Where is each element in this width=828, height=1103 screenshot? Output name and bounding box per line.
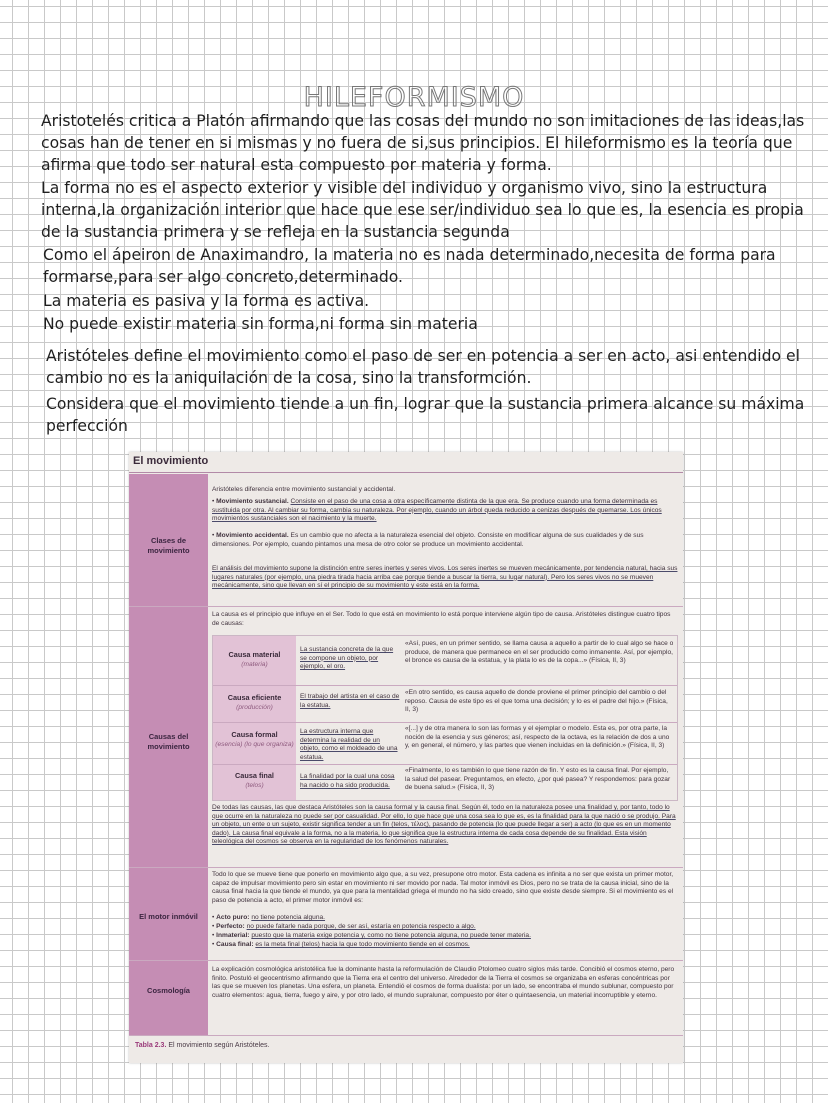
paragraph-forma: La forma no es el aspecto exterior y visible del individuo y organismo vivo, sino la estructura interna,la organización interior que hace que ese ser/individuo sea lo que es, la esencia es propia de la sustancia primera y se refleja en la sustancia segunda xyxy=(41,179,804,241)
page-title: HILEFORMISMO xyxy=(303,82,525,113)
row-label-motor: El motor inmóvil xyxy=(139,912,198,921)
clases-intro: Aristóteles diferencia entre movimiento sustancial y accidental. xyxy=(212,486,396,493)
motor-bullet: • Perfecto: no puede faltarle nada porque, de ser así, estaría en potencia respecto a algo. xyxy=(212,923,476,930)
causa-material-desc: La sustancia concreta de la que se compone un objeto, por ejemplo, el oro. xyxy=(300,646,394,670)
clases-bullet-accidental: • Movimiento accidental. Es un cambio que no afecta a la naturaleza esencial del objeto. Consiste en modificar alguna de sus cualidades y de sus dimensiones. Por ejemplo, cuando pintamos una mesa de otro color se produce un movimiento accidental. xyxy=(212,532,644,548)
bullet-text: Es un cambio que no afecta a la naturaleza esencial del objeto. Consiste en modificar alguna de sus cualidades y de sus dimensiones. Por ejemplo, cuando pintamos una mesa de otro color se produce un movimiento accidental. xyxy=(212,532,644,548)
motor-bullet: • Causa final: es la meta final (telos) hacia la que todo movimiento tiende en el cosmos. xyxy=(212,941,470,948)
motor-bullet: • Acto puro: no tiene potencia alguna. xyxy=(212,914,326,921)
motor-bullet: • Inmaterial: puesto que la materia exige potencia y, como no tiene potencia alguna, no puede tener materia. xyxy=(212,932,531,939)
row-divider xyxy=(129,606,683,607)
photo-heading: El movimiento xyxy=(133,455,209,467)
row-label-column xyxy=(129,474,208,1035)
bullet-text: Consiste en el paso de una cosa a otra específicamente distinta de la que era. Se produce cuando una forma determinada es sustituida por otra. Al cambiar su forma, cambia su naturaleza. Por ejemplo, cuando un árbol queda reducido a cenizas después de quemarse. Los únicos movimientos sustanciales son el nacimiento y la muerte. xyxy=(212,498,662,522)
paragraph-pasiva-activa: La materia es pasiva y la forma es activa. xyxy=(43,292,370,310)
paragraph-fin: Considera que el movimiento tiende a un fin, lograr que la sustancia primera alcance su máxima perfección xyxy=(46,395,805,435)
paragraph-materia: Como el ápeiron de Anaximandro, la materia no es nada determinado,necesita de forma para formarse,para ser algo concreto,determinado. xyxy=(43,246,776,286)
textbook-photo xyxy=(129,452,683,1063)
clases-outro: El análisis del movimiento supone la distinción entre seres inertes y seres vivos. Los seres inertes se mueven mecánicamente, por tendencia natural, hacia sus lugares naturales (por ejemplo, una piedra tirada hacia arriba cae porque tiende a buscar la tierra, su lugar natural). Pero los seres vivos no se mueven mecánicamente, sino que llevan en sí el principio de su movimiento y este está en la forma. xyxy=(212,565,678,589)
causas-intro: La causa es el principio que influye en el Ser. Todo lo que está en movimiento lo está porque interviene algún tipo de causa. Aristóteles distingue cuatro tipos de causas: xyxy=(212,611,671,627)
bullet-title: Movimiento sustancial. xyxy=(216,498,289,505)
handwritten-note: (esencia) (lo que organiza) xyxy=(215,741,294,748)
handwritten-note: (telos) xyxy=(245,782,264,789)
causa-material-name: Causa material (materia) xyxy=(213,636,296,685)
row-label-causas: Causas del movimiento xyxy=(147,732,190,751)
row-label-clases: Clases de movimiento xyxy=(147,536,190,555)
causa-eficiente-name: Causa eficiente (producción) xyxy=(213,686,296,722)
handwritten-note: (materia) xyxy=(241,661,268,668)
causa-final-name: Causa final (telos) xyxy=(213,765,296,800)
causa-formal-desc: La estructura interna que determina la realidad de un objeto, como el moldeado de una estatua. xyxy=(300,728,398,761)
motor-intro: Todo lo que se mueve tiene que ponerlo en movimiento algo que, a su vez, presupone otro motor. Esta cadena es infinita a no ser que exista un primer motor, capaz de impulsar movimiento pero sin estar en movimiento ni ser movido por nada. Tal motor inmóvil es Dios, pero no se trata de la causa inicial, sino de la causa final hacia la que tiende el mundo, ya que para la mentalidad griega el mundo no ha sido creado, sino que existe desde siempre. Si el movimiento es el paso de potencia a acto, el primer motor inmóvil es: xyxy=(212,871,674,904)
handwritten-note: (producción) xyxy=(236,704,273,711)
clases-bullet-sustancial: • Movimiento sustancial. Consiste en el paso de una cosa a otra específicamente distinta de la que era. Se produce cuando una forma determinada es sustituida por otra. Al cambiar su forma, cambia su naturaleza. Por ejemplo, cuando un árbol queda reducido a cenizas después de quemarse. Los únicos movimientos sustanciales son el nacimiento y la muerte. xyxy=(212,498,662,522)
bullet-title: Movimiento accidental. xyxy=(216,532,289,539)
causa-formal-quote: «[...] y de otra manera lo son las formas y el ejemplar o modelo. Esta es, por otra parte, la noción de la esencia y sus géneros; así, respecto de la octava, es la relación de dos a uno y, en general, el número, y las partes que vienen incluidas en la definición.» (Física, II, 3) xyxy=(405,725,670,749)
causa-final-quote: «Finalmente, lo es también lo que tiene razón de fin. Y esto es la causa final. Por ejemplo, la salud del pasear. Preguntamos, en efecto, ¿por qué pasea? Y respondemos: para gozar de buena salud.» (Física, II, 3) xyxy=(405,767,671,791)
causa-eficiente-quote: «En otro sentido, es causa aquello de donde proviene el primer principio del cambio o del reposo. Causa de este tipo es el que toma una decisión; y lo es el padre del hijo.» (Física, II, 3) xyxy=(405,689,668,713)
heading-divider xyxy=(129,472,683,473)
paragraph-hileformismo: Aristotelés critica a Platón afirmando que las cosas del mundo no son imitaciones de las ideas,las cosas han de tener en si mismas y no fuera de si,sus principios. El hileformismo es la teoría que afirma que todo ser natural esta compuesto por materia y forma. xyxy=(41,112,805,174)
row-divider xyxy=(129,1035,683,1036)
table-caption: Tabla 2.3. El movimiento según Aristóteles. xyxy=(135,1042,270,1049)
row-divider xyxy=(129,867,683,868)
causa-final-desc: La finalidad por la cual una cosa ha nacido o ha sido producida. xyxy=(300,773,395,789)
cosmologia-text: La explicación cosmológica aristotélica fue la dominante hasta la reformulación de Claudio Ptolomeo cuatro siglos más tarde. Concibió el cosmos eterno, pero finito. Postuló el geocentrismo afirmando que la Tierra era el centro del universo. Alrededor de la Tierra el cosmos se organizaba en esferas concéntricas por las que se mueven los planetas. Una esfera, un planeta. Entendió el cosmos de forma dualista: por un lado, se encontraba el mundo sublunar, compuesto por cuatro elementos: agua, tierra, fuego y aire, y por otro lado, el mundo supralunar, compuesto por éter o quintaesencia, un material incorruptible y eterno. xyxy=(212,966,675,999)
row-label-cosmologia: Cosmología xyxy=(147,986,190,995)
causa-eficiente-desc: El trabajo del artista en el caso de la estatua. xyxy=(300,693,400,709)
causa-material-quote: «Así, pues, en un primer sentido, se llama causa a aquello a partir de lo cual algo se hace o produce, de manera que permanece en el ser producido como inmanente. Así, por ejemplo, el bronce es causa de la estatua, y la plata lo es de la copa...» (Física, II, 3) xyxy=(405,640,674,664)
paragraph-movimiento: Aristóteles define el movimiento como el paso de ser en potencia a ser en acto, asi entendido el cambio no es la aniquilación de la cosa, sino la transformción. xyxy=(46,347,800,387)
row-divider xyxy=(129,960,683,961)
causa-formal-name: Causa formal (esencia) (lo que organiza) xyxy=(213,723,296,764)
causas-outro: De todas las causas, las que destaca Aristóteles son la causa formal y la causa final. Según él, todo en la naturaleza posee una finalidad y, por tanto, todo lo que ocurre en la naturaleza no puede ser por casualidad. Por ello, lo que hace que una cosa sea lo que es, es la finalidad para la que nació o se produjo. Para un objeto, un ente o un sujeto, existir significa tender a un fin (telos, τέλος), pasando de potencia (lo que puede llegar a ser) a acto (lo que es en un momento dado). La causa final equivale a la forma, no a la materia, lo que significa que la estructura interna de cada cosa depende de su finalidad. Esta visión teleológica del cosmos se observa en la regularidad de los fenómenos naturales. xyxy=(212,804,676,845)
paragraph-materia-forma: No puede existir materia sin forma,ni forma sin materia xyxy=(43,315,478,333)
